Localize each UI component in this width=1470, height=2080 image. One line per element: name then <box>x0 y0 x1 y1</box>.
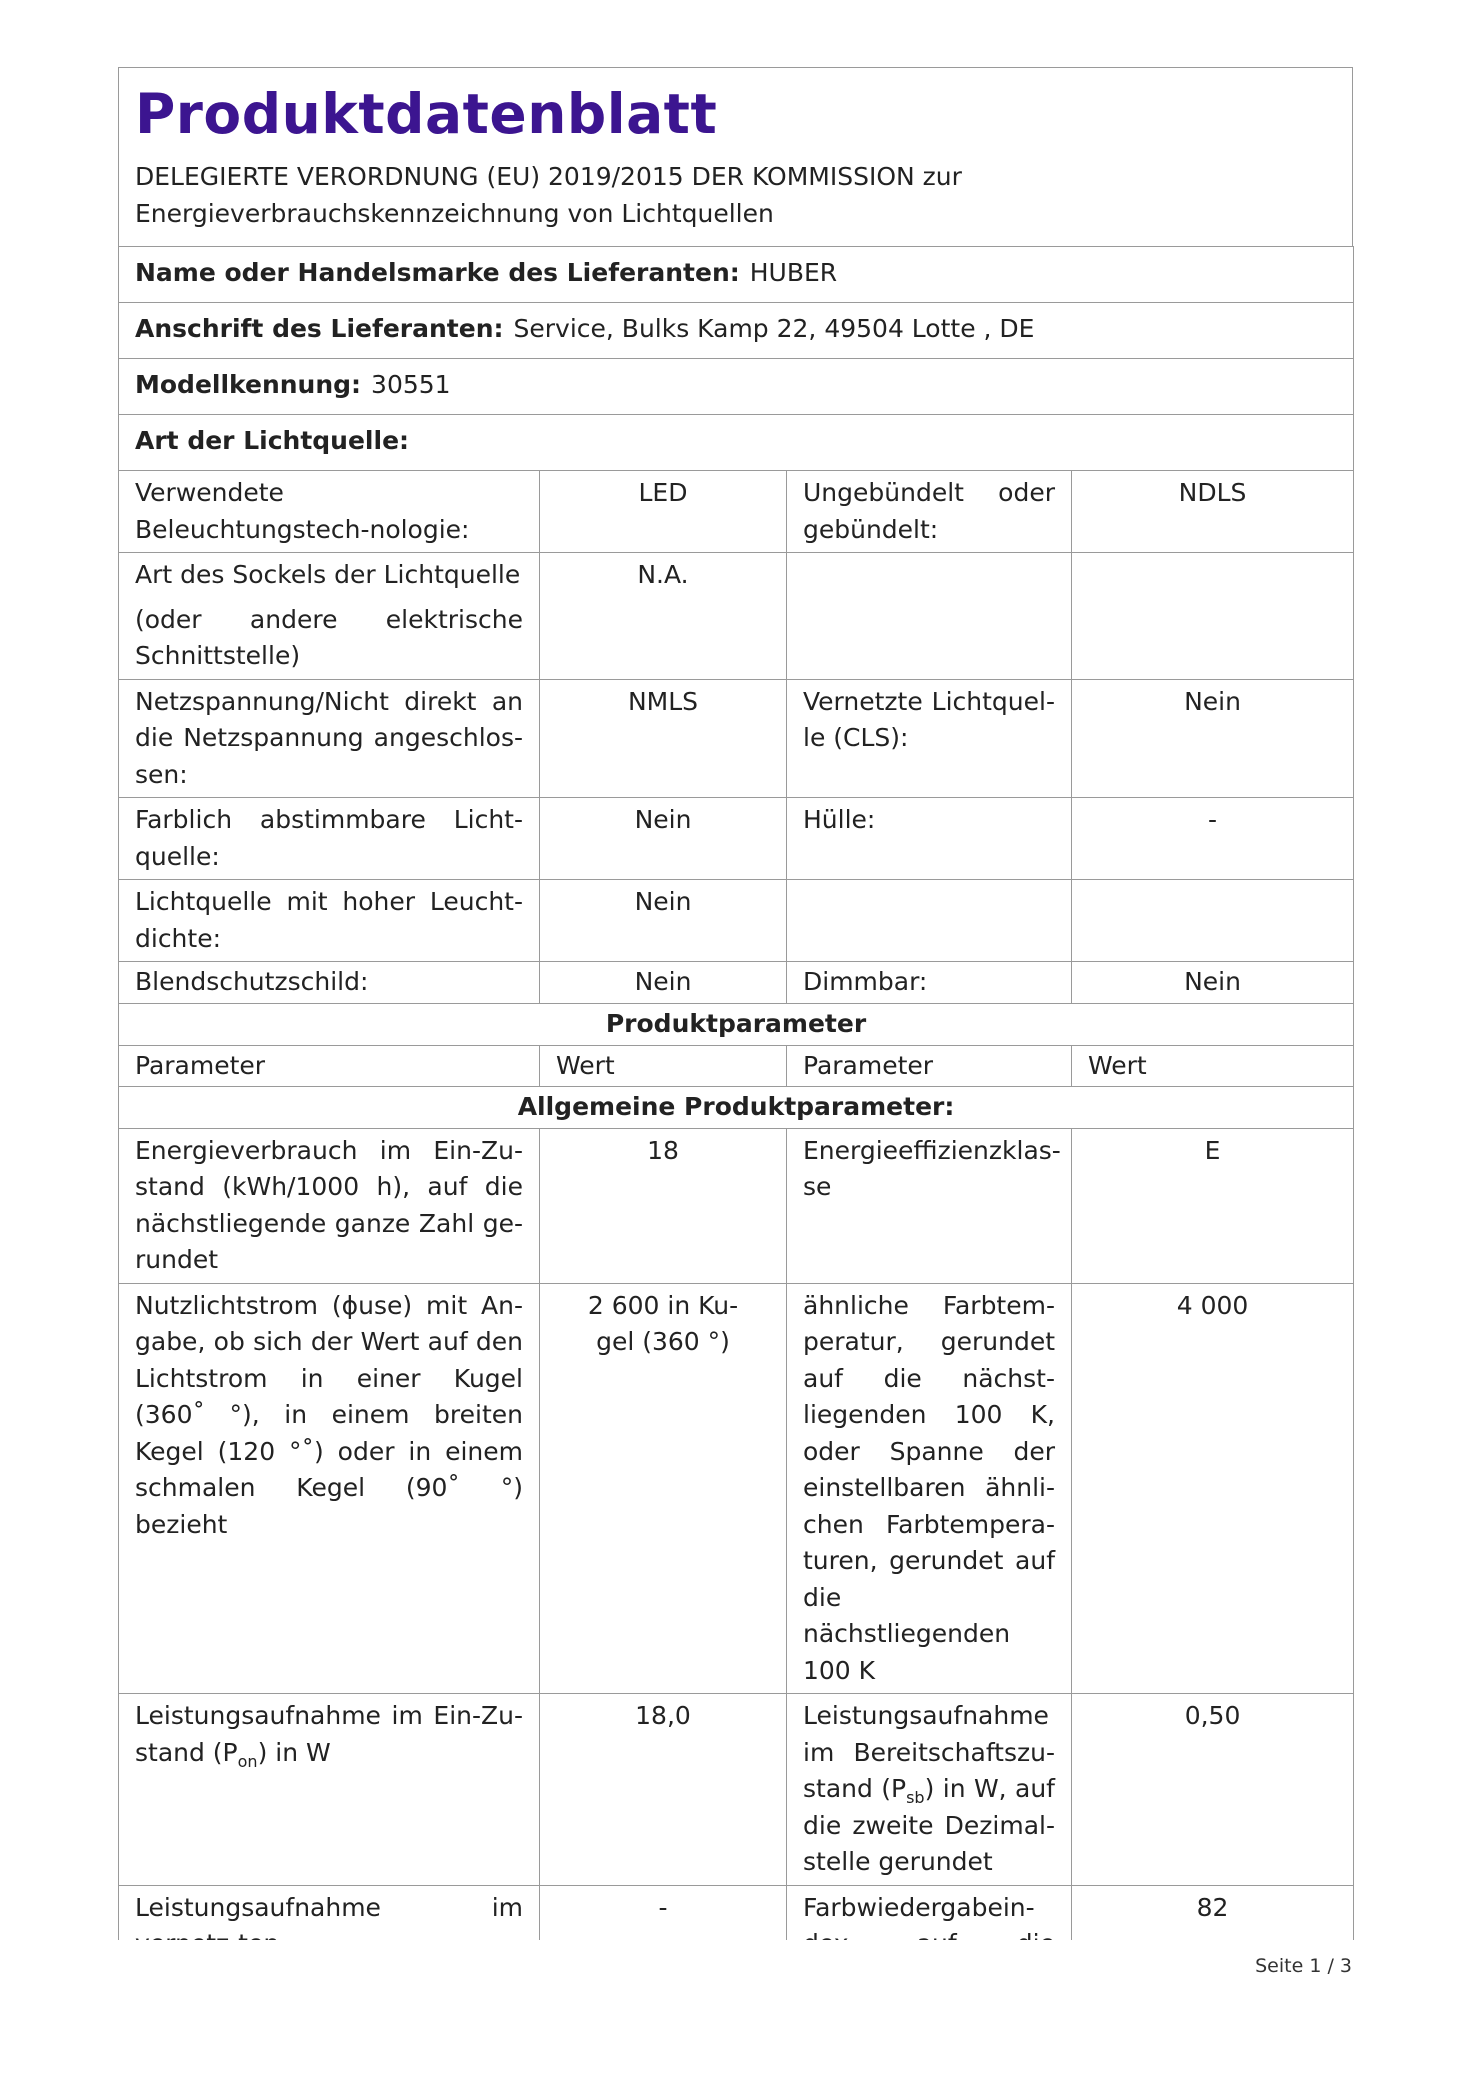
param-value: 82 <box>1072 1885 1354 2040</box>
param-name: Leistungsaufnahme im Bereitschaftszu-stand (P <box>803 1701 1055 1803</box>
column-header: Wert <box>1072 1045 1354 1087</box>
type-param: Hülle: <box>787 798 1072 880</box>
model-label: Modellkennung: <box>135 370 362 399</box>
page-bottom-margin <box>118 1940 1355 2080</box>
param-name: ähnliche Farbtem-peratur, gerundet auf die nächst-liegenden 100 K, oder Spanne der einstellbaren ähnli-chen Farbtempera-turen, gerundet auf die nächstliegenden 100 K <box>787 1283 1072 1694</box>
supplier-row <box>119 247 1354 303</box>
type-row <box>119 880 1354 962</box>
type-value: Nein <box>1072 679 1354 798</box>
product-params-heading-row <box>119 1004 1354 1046</box>
param-value: 18,0 <box>540 1694 787 1886</box>
type-value: Nein <box>540 798 787 880</box>
param-row <box>119 1283 1354 1694</box>
param-name-tail: ) in W <box>257 1737 331 1767</box>
datasheet-table <box>118 246 1354 2041</box>
type-row <box>119 962 1354 1004</box>
product-params-heading: Produktparameter <box>119 1004 1354 1046</box>
column-header: Parameter <box>787 1045 1072 1087</box>
param-row <box>119 1694 1354 1886</box>
model-row <box>119 359 1354 415</box>
model-value: 30551 <box>371 370 451 399</box>
type-param <box>787 880 1072 962</box>
type-value: N.A. <box>540 553 787 680</box>
type-row <box>119 553 1354 680</box>
param-value: 2 600 in Ku-gel (360 °) <box>540 1283 787 1694</box>
type-param: Lichtquelle mit hoher Leucht-dichte: <box>119 880 540 962</box>
supplier-label: Name oder Handelsmarke des Lieferanten: <box>135 258 740 287</box>
regulation-subtitle <box>135 158 1336 232</box>
subtitle-line-2: Energieverbrauchskennzeichnung von Lichtquellen <box>135 199 774 228</box>
general-params-heading-row <box>119 1087 1354 1129</box>
type-row <box>119 679 1354 798</box>
type-param: Ungebündelt oder gebündelt: <box>787 471 1072 553</box>
light-type-heading: Art der Lichtquelle: <box>119 415 1354 471</box>
type-value <box>1072 553 1354 680</box>
column-header-row <box>119 1045 1354 1087</box>
param-name: Energieeffizienzklas-se <box>787 1128 1072 1283</box>
param-value: 4 000 <box>1072 1283 1354 1694</box>
type-value: NMLS <box>540 679 787 798</box>
param-name: Leistungsaufnahme im <box>135 1892 523 1922</box>
param-value: - <box>540 1885 787 2040</box>
datasheet <box>118 67 1353 2041</box>
address-value: Service, Bulks Kamp 22, 49504 Lotte , DE <box>513 314 1035 343</box>
type-param: Art des Sockels der Lichtquelle <box>135 560 521 589</box>
type-value: Nein <box>1072 962 1354 1004</box>
type-param: Farblich abstimmbare Licht-quelle: <box>119 798 540 880</box>
param-value: E <box>1072 1128 1354 1283</box>
type-value: Nein <box>540 880 787 962</box>
param-name: Nutzlichtstrom (ϕuse) mit An-gabe, ob sich der Wert auf den Lichtstrom in einer Kugel (360˚ °), in einem breiten Kegel (120 °˚) oder in einem schmalen Kegel (90˚ °) bezieht <box>119 1283 540 1694</box>
page-number: Seite 1 / 3 <box>1255 1955 1352 1977</box>
type-param <box>787 553 1072 680</box>
type-param-note: (oder andere elektrische Schnittstelle) <box>135 604 523 670</box>
type-value: NDLS <box>1072 471 1354 553</box>
address-row <box>119 303 1354 359</box>
param-value: 0,50 <box>1072 1694 1354 1886</box>
param-name: Farbwiedergabein- <box>787 1885 1072 2040</box>
type-param: Dimmbar: <box>787 962 1072 1004</box>
type-param: Netzspannung/Nicht direkt an die Netzspannung angeschlos-sen: <box>119 679 540 798</box>
type-value <box>1072 880 1354 962</box>
title-block <box>118 67 1353 246</box>
address-label: Anschrift des Lieferanten: <box>135 314 504 343</box>
param-value: 18 <box>540 1128 787 1283</box>
param-subscript: sb <box>906 1788 925 1807</box>
type-param: Verwendete Beleuchtungstech-nologie: <box>119 471 540 553</box>
type-param: Blendschutzschild: <box>119 962 540 1004</box>
supplier-value: HUBER <box>749 258 838 287</box>
type-value: Nein <box>540 962 787 1004</box>
light-type-heading-row <box>119 415 1354 471</box>
general-params-heading: Allgemeine Produktparameter: <box>119 1087 1354 1129</box>
type-row <box>119 471 1354 553</box>
type-value: - <box>1072 798 1354 880</box>
column-header: Wert <box>540 1045 787 1087</box>
type-param: Vernetzte Lichtquel-le (CLS): <box>787 679 1072 798</box>
param-subscript: on <box>237 1751 258 1771</box>
param-name: Energieverbrauch im Ein-Zu-stand (kWh/1000 h), auf die nächstliegende ganze Zahl ge-rundet <box>119 1128 540 1283</box>
param-row <box>119 1128 1354 1283</box>
page-title: Produktdatenblatt <box>135 82 718 146</box>
param-name: Leistungsaufnahme im Ein-Zu-stand (P <box>135 1701 523 1767</box>
param-name-tail: ) in W, auf die zweite Dezimal-stelle gerundet <box>803 1774 1055 1876</box>
type-row <box>119 798 1354 880</box>
subtitle-line-1: DELEGIERTE VERORDNUNG (EU) 2019/2015 DER KOMMISSION zur <box>135 162 962 191</box>
column-header: Parameter <box>119 1045 540 1087</box>
type-value: LED <box>540 471 787 553</box>
